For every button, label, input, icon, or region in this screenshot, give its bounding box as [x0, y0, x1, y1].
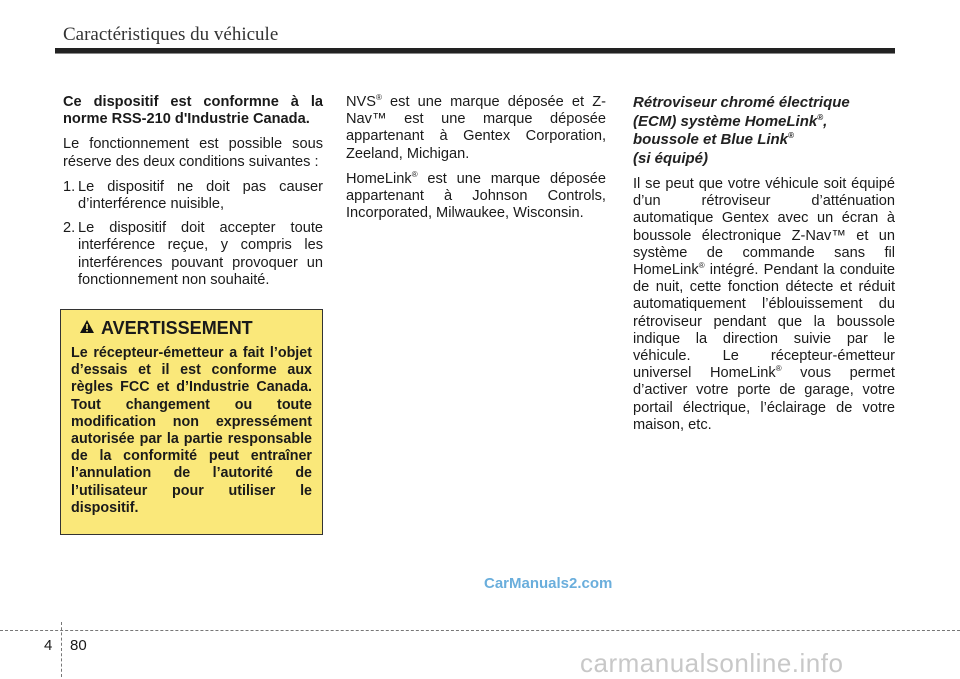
section-heading [633, 94, 895, 168]
column-middle [346, 94, 606, 230]
compliance-statement: Ce dispositif est conformne à la norme RSS-210 d'Industrie Canada. [63, 94, 323, 128]
body-part-b: intégré. Pendant la conduite de nuit, cette fonction détecte et réduit automatiquement l’éblouissement du rétroviseur pendant que la boussole indique la direction suivie par le véhicule. Le récepteur-émetteur universel HomeLink [633, 262, 895, 382]
registered-mark: ® [788, 131, 794, 140]
registered-mark: ® [411, 169, 418, 179]
chapter-number: 4 [44, 637, 53, 654]
list-item-text: Le dispositif ne doit pas causer d’interférence nuisible, [78, 178, 323, 213]
warning-text: Le récepteur-émetteur a fait l’objet d’essais et il est conforme aux règles FCC et d’Industrie Canada. Tout changement ou toute modification non expressément autorisée par la partie responsable de la conformité peut entraîner l’annulation de l’autorité de l’utilisateur pour utiliser le dispositif. [71, 345, 312, 516]
warning-title-text: AVERTISSEMENT [101, 318, 253, 338]
heading-line-4: (si équipé) [633, 149, 709, 167]
watermark-carmanualsonline: carmanualsonline.info [580, 648, 844, 678]
brand-nvs: NVS [346, 94, 377, 110]
brand-homelink: HomeLink [346, 170, 412, 187]
registered-mark: ® [775, 364, 782, 374]
nvs-trademark-paragraph [346, 94, 606, 163]
homelink-trademark-paragraph [346, 171, 606, 223]
list-item [63, 220, 323, 289]
list-item [63, 179, 323, 213]
list-item-number: 1. [63, 178, 76, 195]
page-header-title: Caractéristiques du véhicule [63, 24, 279, 45]
header-rule-thin [55, 53, 895, 54]
nvs-trademark-text: est une marque déposée et Z-Nav™ est une marque déposée appartenant à Gentex Corporation, Zeeland, Michigan. [346, 94, 606, 162]
warning-title [79, 318, 312, 339]
column-right [633, 94, 895, 442]
mirror-description [633, 176, 895, 434]
heading-line-3: boussole et Blue Link [633, 131, 789, 148]
column-left [63, 94, 323, 296]
heading-line-1: Rétroviseur chromé électrique [633, 94, 850, 111]
registered-mark: ® [376, 93, 382, 103]
conditions-list [63, 179, 323, 289]
conditions-intro: Le fonctionnement est possible sous réserve des deux conditions suivantes : [63, 136, 323, 170]
page-number: 80 [70, 637, 87, 654]
warning-triangle-icon [79, 318, 95, 339]
registered-mark: ® [817, 112, 824, 122]
heading-comma: , [823, 112, 828, 130]
footer-divider [61, 622, 62, 677]
heading-line-2: (ECM) système HomeLink [633, 112, 818, 130]
body-part-c: vous permet d’activer votre porte de garage, votre portail électrique, l’éclairage de votre maison, etc. [633, 365, 895, 433]
footer-rule [0, 630, 960, 631]
homelink-trademark-text: est une marque déposée appartenant à Johnson Controls, Incorporated, Milwaukee, Wisconsin. [346, 170, 606, 222]
warning-box [60, 309, 323, 535]
body-part-a: Il se peut que votre véhicule soit équipé d’un rétroviseur d’atténuation automatique Gentex avec un écran à boussole électronique Z-Nav™ et un système de commande sans fil HomeLink [633, 176, 895, 279]
registered-mark: ® [698, 261, 705, 271]
list-item-text: Le dispositif doit accepter toute interférence reçue, y compris les interférences pouvant provoquer un fonctionnement non souhaité. [78, 220, 323, 288]
watermark-carmanuals2[interactable]: CarManuals2.com [484, 575, 613, 592]
list-item-number: 2. [63, 220, 76, 237]
